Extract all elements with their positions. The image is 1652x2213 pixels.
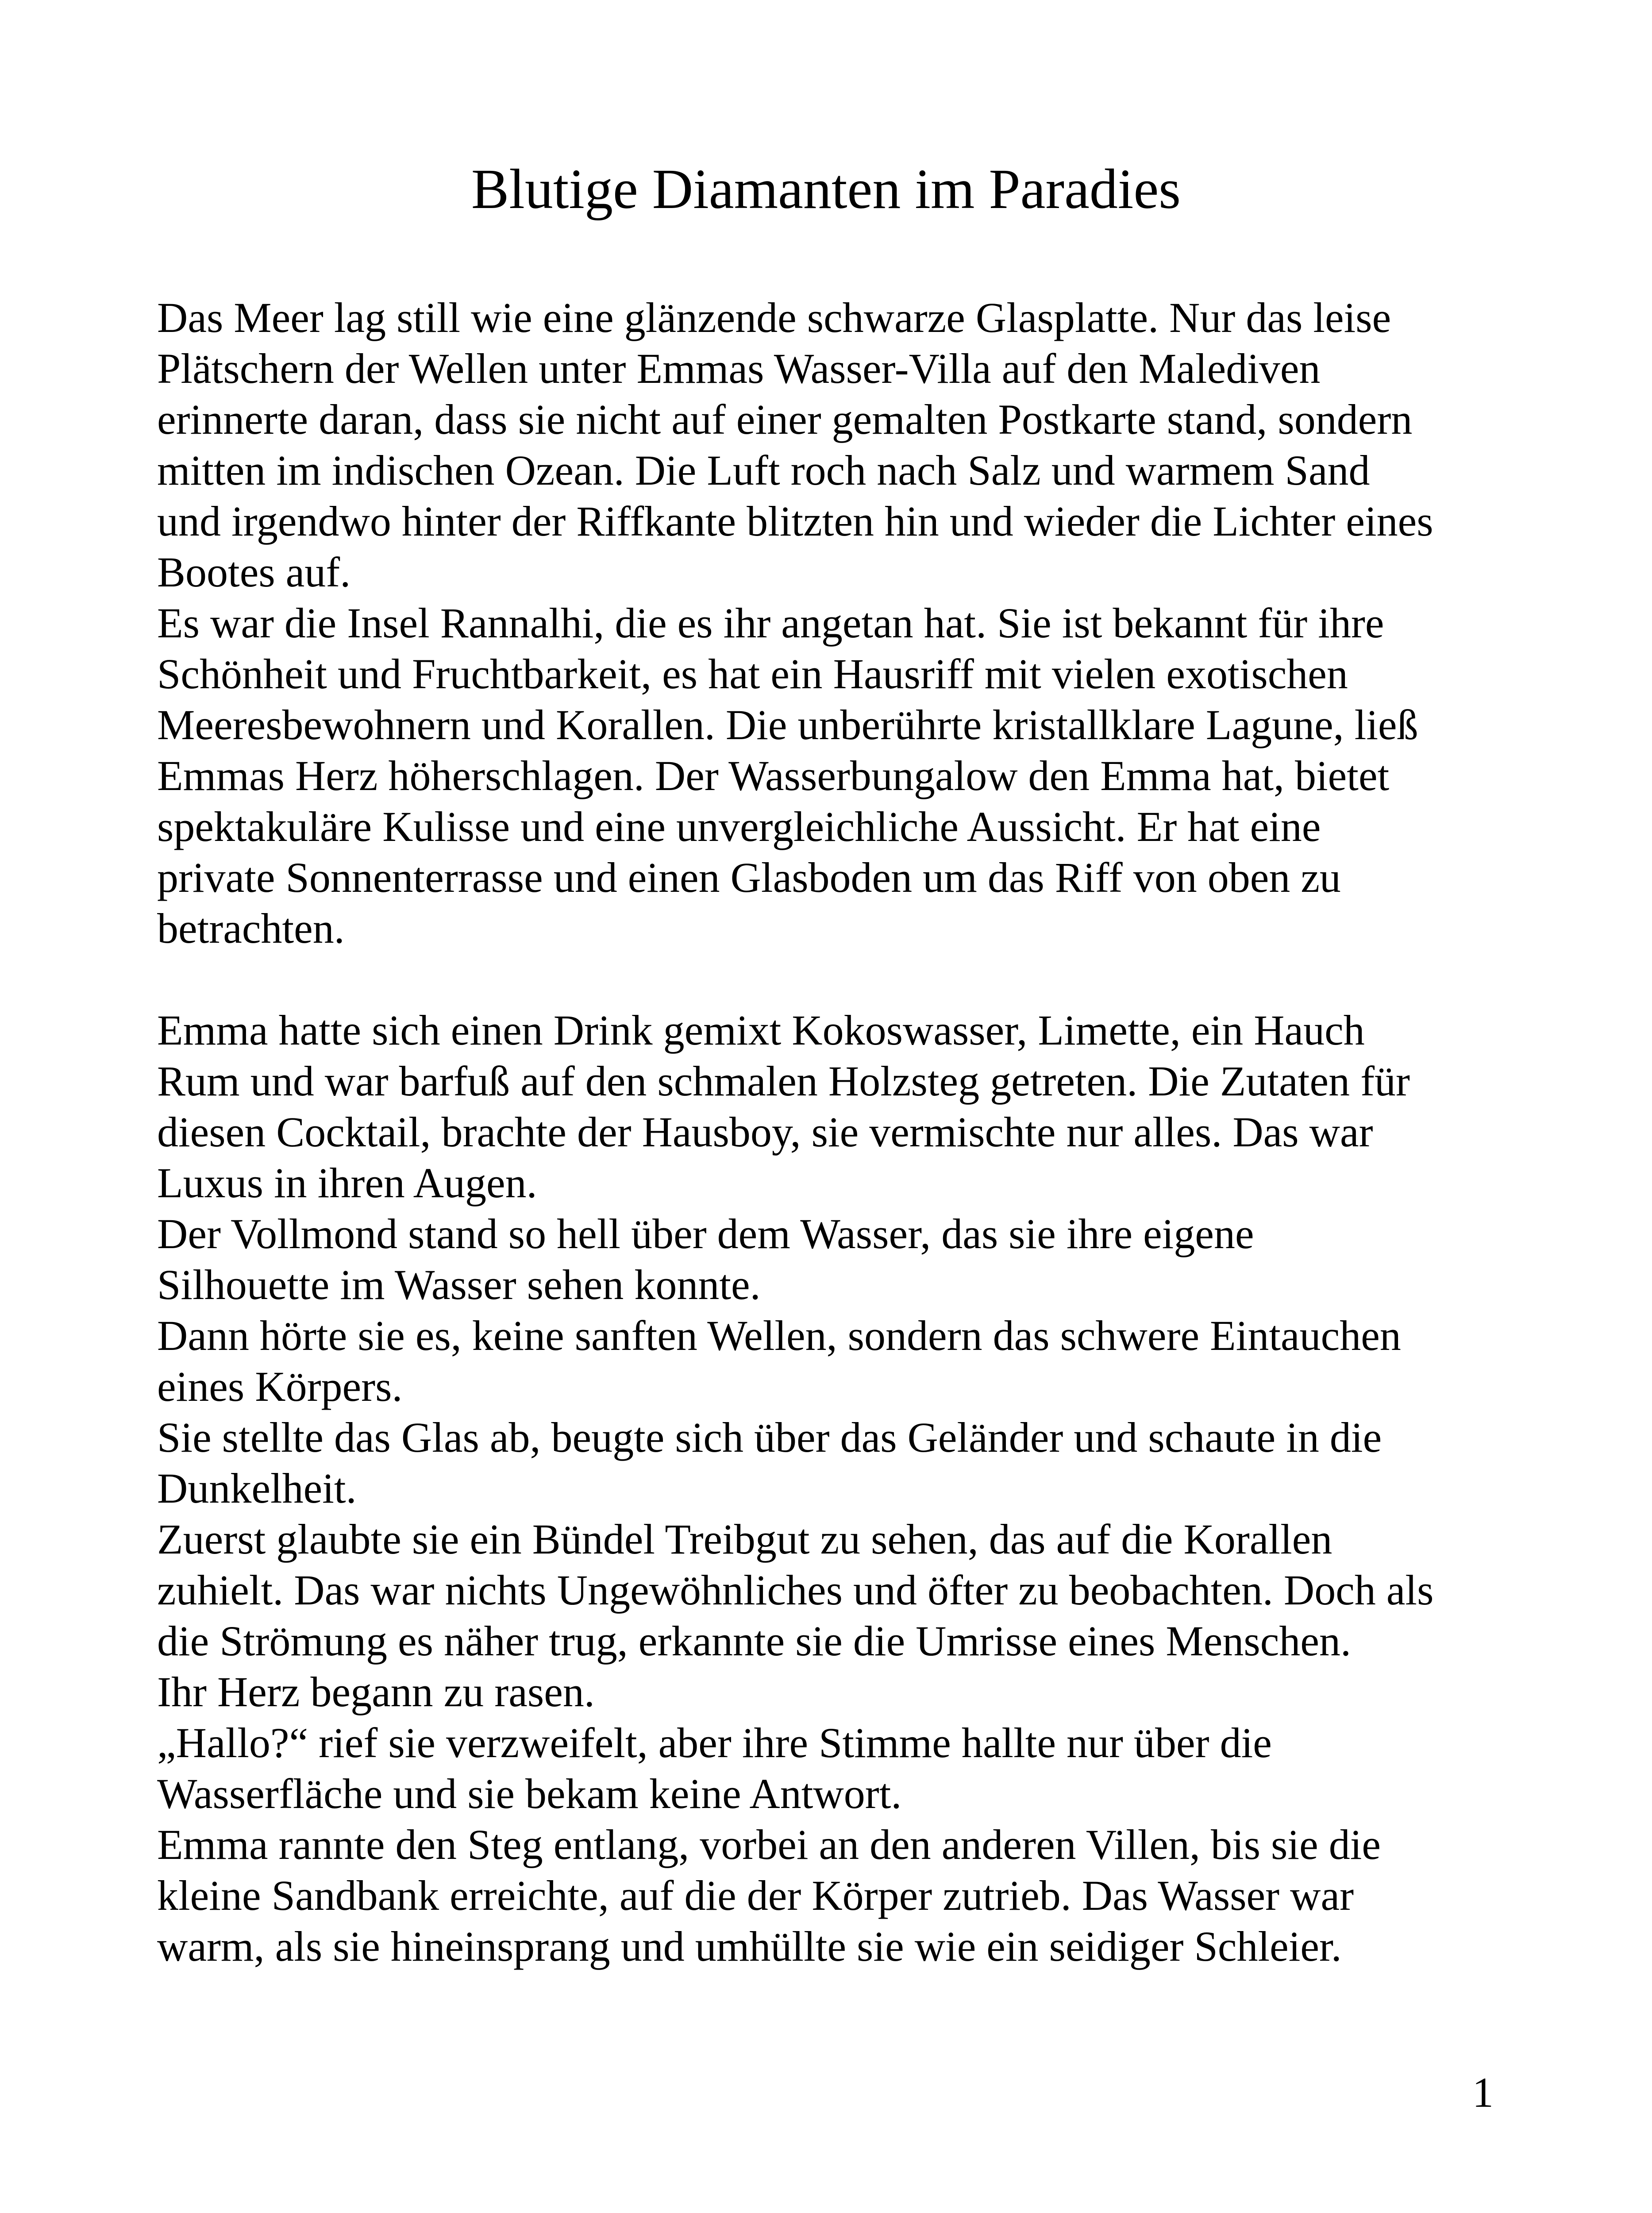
text-line: Wasserfläche und sie bekam keine Antwort.: [157, 1770, 902, 1817]
text-line: Meeresbewohnern und Korallen. Die unberührte kristallklare Lagune, ließ: [157, 701, 1418, 748]
text-line: Bootes auf.: [157, 548, 351, 596]
page-number: 1: [1472, 2069, 1494, 2116]
text-line: kleine Sandbank erreichte, auf die der Körper zutrieb. Das Wasser war: [157, 1872, 1354, 1919]
text-line: Emma hatte sich einen Drink gemixt Kokoswasser, Limette, ein Hauch: [157, 1006, 1365, 1054]
text-line: Es war die Insel Rannalhi, die es ihr angetan hat. Sie ist bekannt für ihre: [157, 599, 1384, 647]
text-line: „Hallo?“ rief sie verzweifelt, aber ihre Stimme hallte nur über die: [157, 1719, 1272, 1766]
text-line: eines Körpers.: [157, 1363, 403, 1410]
text-line: Silhouette im Wasser sehen konnte.: [157, 1261, 761, 1308]
document-title: Blutige Diamanten im Paradies: [471, 158, 1181, 220]
text-line: mitten im indischen Ozean. Die Luft roch nach Salz und warmem Sand: [157, 447, 1370, 494]
document-body: [157, 292, 1529, 1972]
text-line: spektakuläre Kulisse und eine unvergleichliche Aussicht. Er hat eine: [157, 803, 1321, 850]
text-line: Rum und war barfuß auf den schmalen Holzsteg getreten. Die Zutaten für: [157, 1057, 1410, 1105]
text-line: private Sonnenterrasse und einen Glasboden um das Riff von oben zu: [157, 854, 1341, 901]
text-line: und irgendwo hinter der Riffkante blitzten hin und wieder die Lichter eines: [157, 497, 1433, 545]
text-line: Schönheit und Fruchtbarkeit, es hat ein Hausriff mit vielen exotischen: [157, 650, 1348, 698]
text-line: Luxus in ihren Augen.: [157, 1159, 537, 1207]
text-line: erinnerte daran, dass sie nicht auf einer gemalten Postkarte stand, sondern: [157, 396, 1413, 443]
text-line: diesen Cocktail, brachte der Hausboy, sie vermischte nur alles. Das war: [157, 1108, 1373, 1156]
text-line: Dunkelheit.: [157, 1465, 357, 1512]
text-line: Ihr Herz begann zu rasen.: [157, 1668, 595, 1716]
text-line: Zuerst glaubte sie ein Bündel Treibgut zu sehen, das auf die Korallen: [157, 1515, 1332, 1563]
text-line: warm, als sie hineinsprang und umhüllte sie wie ein seidiger Schleier.: [157, 1923, 1342, 1970]
text-line: Plätschern der Wellen unter Emmas Wasser-Villa auf den Malediven: [157, 345, 1321, 392]
text-line: Das Meer lag still wie eine glänzende schwarze Glasplatte. Nur das leise: [157, 294, 1391, 341]
paragraph-break: [157, 954, 1529, 1005]
text-line: Emma rannte den Steg entlang, vorbei an den anderen Villen, bis sie die: [157, 1821, 1381, 1868]
text-line: Emmas Herz höherschlagen. Der Wasserbungalow den Emma hat, bietet: [157, 752, 1390, 799]
text-line: Dann hörte sie es, keine sanften Wellen, sondern das schwere Eintauchen: [157, 1312, 1401, 1359]
text-line: Sie stellte das Glas ab, beugte sich über das Geländer und schaute in die: [157, 1414, 1382, 1461]
text-line: Der Vollmond stand so hell über dem Wasser, das sie ihre eigene: [157, 1210, 1254, 1257]
text-line: betrachten.: [157, 905, 345, 952]
text-line: die Strömung es näher trug, erkannte sie die Umrisse eines Menschen.: [157, 1617, 1351, 1665]
text-line: zuhielt. Das war nichts Ungewöhnliches und öfter zu beobachten. Doch als: [157, 1566, 1434, 1614]
